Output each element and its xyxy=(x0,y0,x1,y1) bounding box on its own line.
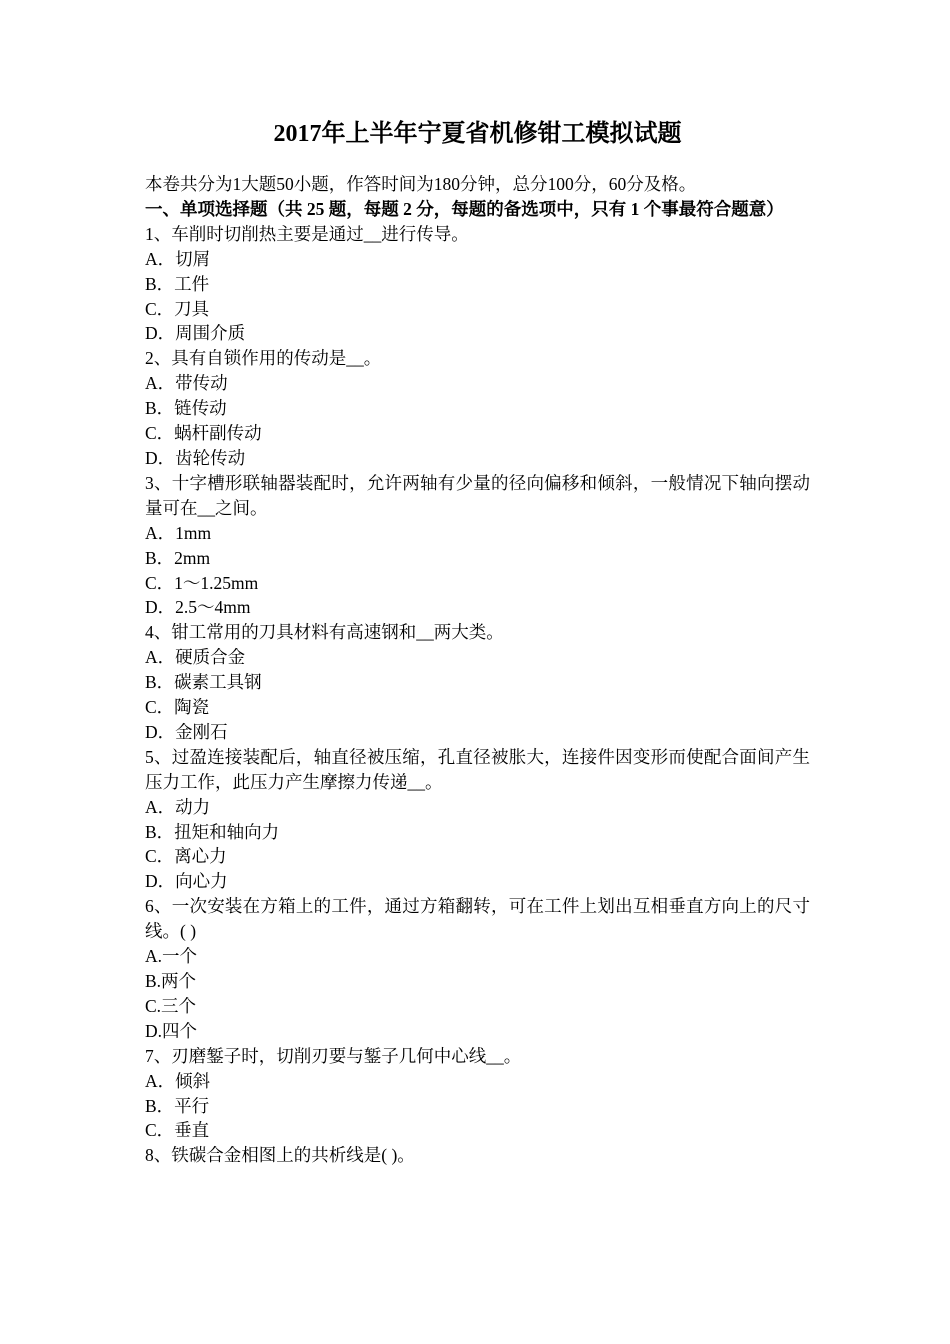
question-3 xyxy=(145,471,810,620)
option: C．1～1.25mm xyxy=(145,572,259,593)
option: B．链传动 xyxy=(145,398,227,419)
option: D．金刚石 xyxy=(145,721,228,742)
question-text: 3、十字槽形联轴器装配时，允许两轴有少量的径向偏移和倾斜，一般情况下轴向摆动量可在__之间。 xyxy=(145,472,810,518)
option: B．碳素工具钢 xyxy=(145,672,262,693)
option: C．刀具 xyxy=(145,298,210,319)
question-1 xyxy=(145,222,810,347)
question-6 xyxy=(145,894,810,1043)
question-text: 5、过盈连接装配后，轴直径被压缩，孔直径被胀大，连接件因变形而使配合面间产生压力工作，此压力产生摩擦力传递__。 xyxy=(145,746,810,792)
option: A．动力 xyxy=(145,796,211,817)
option: D.四个 xyxy=(145,1020,198,1041)
option: D．齿轮传动 xyxy=(145,447,246,468)
question-text: 8、铁碳合金相图上的共析线是( )。 xyxy=(145,1145,415,1166)
option: A．倾斜 xyxy=(145,1070,211,1091)
option: B．工件 xyxy=(145,273,210,294)
option: C.三个 xyxy=(145,995,197,1016)
question-text: 7、刃磨錾子时，切削刃要与錾子几何中心线__。 xyxy=(145,1045,522,1066)
option: D．向心力 xyxy=(145,871,228,892)
section-heading: 一、单项选择题（共 25 题，每题 2 分，每题的备选项中，只有 1 个事最符合题意） xyxy=(145,198,784,219)
question-text: 1、车削时切削热主要是通过__进行传导。 xyxy=(145,223,469,244)
option: A．切屑 xyxy=(145,248,211,269)
option: C．陶瓷 xyxy=(145,697,210,718)
option: B.两个 xyxy=(145,971,197,991)
exam-intro: 本卷共分为1大题50小题，作答时间为180分钟，总分100分，60分及格。 xyxy=(145,174,697,194)
document-body xyxy=(145,172,810,1168)
option: B．扭矩和轴向力 xyxy=(145,821,280,842)
option: B．平行 xyxy=(145,1095,210,1116)
option: C．蜗杆副传动 xyxy=(145,423,262,444)
question-8 xyxy=(145,1143,810,1168)
question-7 xyxy=(145,1044,810,1144)
question-text: 6、一次安装在方箱上的工件，通过方箱翻转，可在工件上划出互相垂直方向上的尺寸线。( ) xyxy=(145,896,810,942)
option: C．垂直 xyxy=(145,1120,210,1141)
option: B．2mm xyxy=(145,547,211,568)
option: D．周围介质 xyxy=(145,323,246,344)
option: A．带传动 xyxy=(145,373,228,394)
question-text: 2、具有自锁作用的传动是__。 xyxy=(145,348,382,369)
option: A.一个 xyxy=(145,946,198,967)
question-4 xyxy=(145,620,810,745)
document-title: 2017年上半年宁夏省机修钳工模拟试题 xyxy=(273,121,682,147)
option: C．离心力 xyxy=(145,846,227,867)
option: D．2.5～4mm xyxy=(145,597,251,618)
question-2 xyxy=(145,346,810,471)
option: A．硬质合金 xyxy=(145,647,246,668)
question-text: 4、钳工常用的刀具材料有高速钢和__两大类。 xyxy=(145,622,504,643)
question-5 xyxy=(145,745,810,894)
option: A．1mm xyxy=(145,522,212,543)
